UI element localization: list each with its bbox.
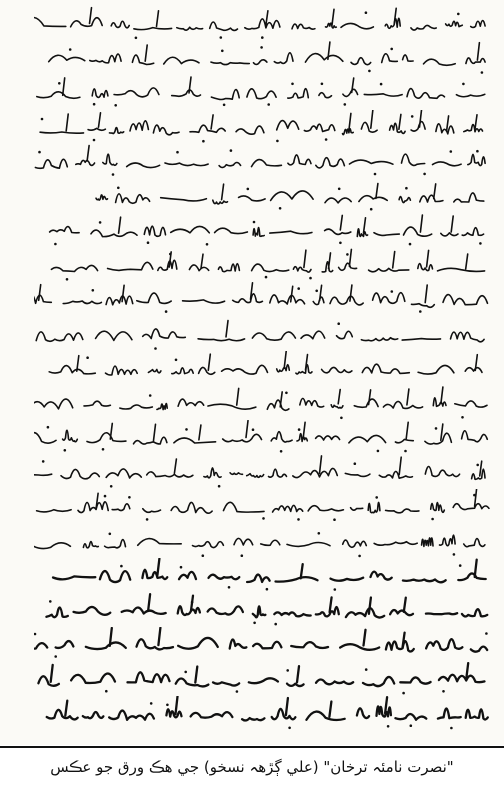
handwriting-strokes [34, 627, 494, 661]
handwriting-strokes [34, 696, 494, 730]
manuscript-line [34, 455, 494, 489]
manuscript-line [34, 179, 494, 213]
caption-separator [0, 746, 504, 748]
manuscript-line [34, 420, 494, 454]
handwriting-strokes [34, 317, 494, 351]
handwriting-strokes [34, 489, 494, 523]
manuscript-line [34, 524, 494, 558]
manuscript-line [34, 110, 494, 144]
handwriting-strokes [34, 420, 494, 454]
handwriting-strokes [34, 179, 494, 213]
handwriting-strokes [34, 593, 494, 627]
handwriting-strokes [34, 351, 494, 385]
handwriting-strokes [34, 558, 494, 592]
manuscript-line [34, 593, 494, 627]
handwriting-strokes [34, 144, 494, 178]
manuscript-line [34, 386, 494, 420]
handwriting-strokes [34, 524, 494, 558]
manuscript-line [34, 213, 494, 247]
handwriting-strokes [34, 386, 494, 420]
handwriting-strokes [34, 6, 494, 40]
manuscript-line [34, 75, 494, 109]
handwriting-strokes [34, 282, 494, 316]
manuscript-line [34, 558, 494, 592]
manuscript-line [34, 41, 494, 75]
handwriting-strokes [34, 110, 494, 144]
page-caption: "نصرت نامئہ ترخان" (علي ڳڙهہ نسخو) جي هڪ ورق جو عڪس [50, 758, 454, 776]
manuscript-line [34, 282, 494, 316]
handwriting-strokes [34, 213, 494, 247]
manuscript-line [34, 489, 494, 523]
manuscript-line [34, 317, 494, 351]
manuscript-line [34, 696, 494, 730]
handwriting-strokes [34, 41, 494, 75]
manuscript-line [34, 6, 494, 40]
handwriting-strokes [34, 455, 494, 489]
handwriting-strokes [34, 75, 494, 109]
manuscript-line [34, 351, 494, 385]
manuscript-line [34, 662, 494, 696]
handwriting-strokes [34, 662, 494, 696]
manuscript-line [34, 144, 494, 178]
manuscript-line [34, 248, 494, 282]
handwriting-strokes [34, 248, 494, 282]
manuscript-line [34, 627, 494, 661]
